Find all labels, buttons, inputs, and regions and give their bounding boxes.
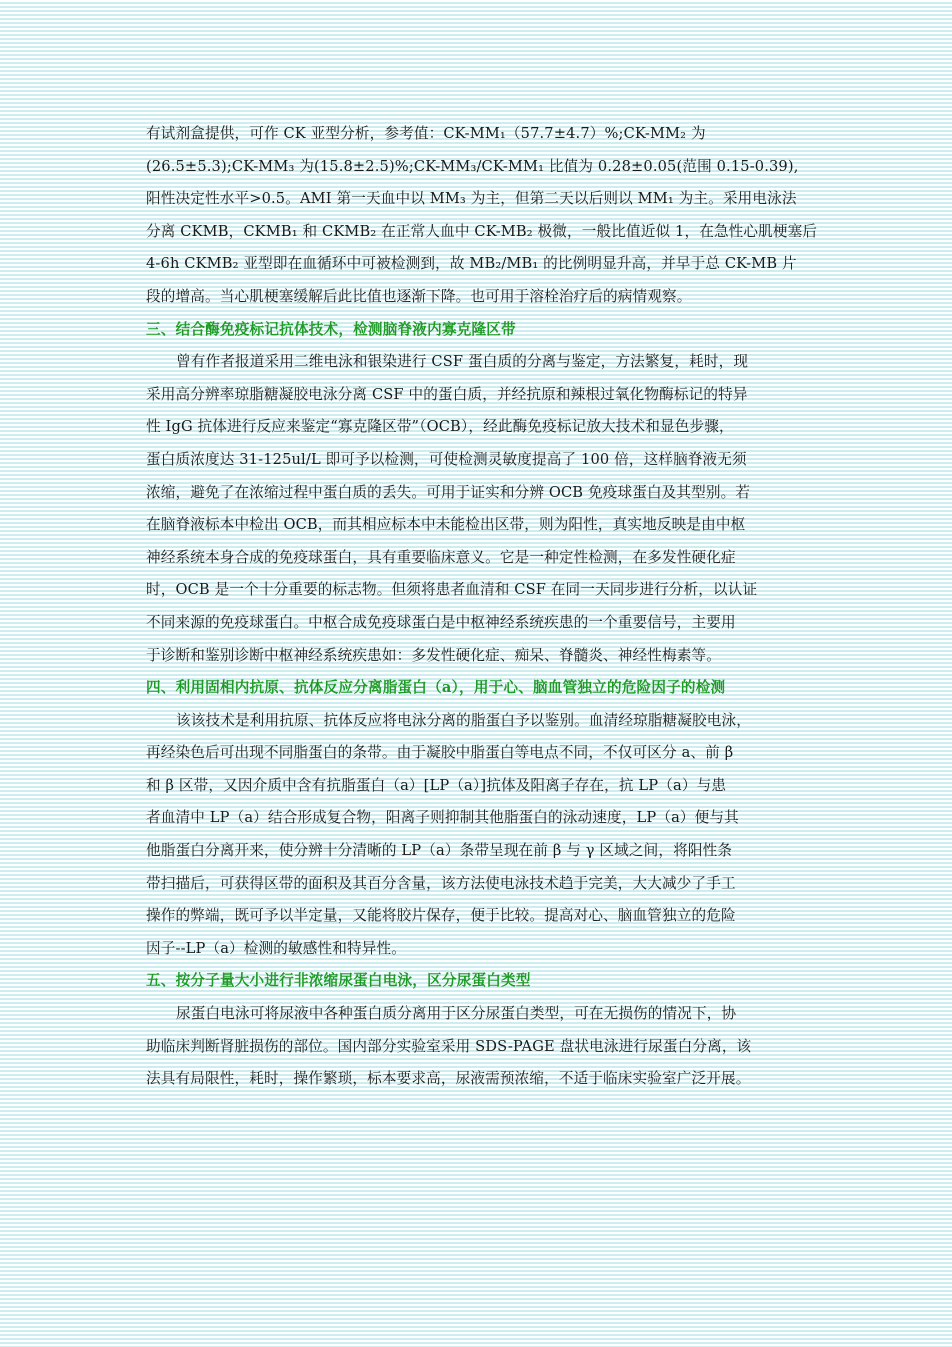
text-line: 因子--LP（a）检测的敏感性和特异性。 — [146, 939, 406, 957]
text-line: 浓缩，避免了在浓缩过程中蛋白质的丢失。可用于证实和分辨 OCB 免疫球蛋白及其型别。若 — [146, 483, 751, 501]
section-3-paragraph — [146, 346, 812, 672]
text-line: 该该技术是利用抗原、抗体反应将电泳分离的脂蛋白予以鉴别。血清经琼脂糖凝胶电泳， — [176, 711, 752, 729]
text-line: 采用高分辨率琼脂糖凝胶电泳分离 CSF 中的蛋白质，并经抗原和辣根过氧化物酶标记的特异 — [146, 385, 748, 403]
text-line: 法具有局限性，耗时，操作繁琐，标本要求高，尿液需预浓缩，不适于临床实验室广泛开展。 — [146, 1070, 751, 1088]
text-line: 4-6h CKMB₂ 亚型即在血循环中可被检测到，故 MB₂/MB₁ 的比例明显升高，并早于总 CK-MB 片 — [146, 255, 797, 273]
text-line: (26.5±5.3);CK-MM₃ 为(15.8±2.5)%;CK-MM₃/CK-MM₁ 比值为 0.28±0.05(范围 0.15-0.39), — [146, 157, 799, 175]
intro-paragraph — [146, 118, 818, 314]
text-line: 助临床判断肾脏损伤的部位。国内部分实验室采用 SDS-PAGE 盘状电泳进行尿蛋白分离，该 — [146, 1037, 752, 1055]
text-line: 尿蛋白电泳可将尿液中各种蛋白质分离用于区分尿蛋白类型，可在无损伤的情况下，协 — [176, 1005, 737, 1023]
text-line: 再经染色后可出现不同脂蛋白的条带。由于凝胶中脂蛋白等电点不同，不仅可区分 a、前 β — [146, 744, 734, 762]
section-4-paragraph — [146, 705, 812, 966]
text-line: 者血清中 LP（a）结合形成复合物，阳离子则抑制其他脂蛋白的泳动速度，LP（a）便与其 — [146, 809, 739, 827]
text-line: 他脂蛋白分离开来，使分辨十分清晰的 LP（a）条带呈现在前 β 与 γ 区域之间，将阳性条 — [146, 842, 733, 860]
text-line: 在脑脊液标本中检出 OCB，而其相应标本中未能检出区带，则为阳性，真实地反映是由中枢 — [146, 516, 746, 534]
section-heading-5: 五、按分子量大小进行非浓缩尿蛋白电泳，区分尿蛋白类型 — [146, 972, 531, 990]
text-line: 蛋白质浓度达 31-125ul/L 即可予以检测，可使检测灵敏度提高了 100 倍，这样脑脊液无须 — [146, 450, 747, 468]
text-line: 性 IgG 抗体进行反应来鉴定“寡克隆区带”（OCB），经此酶免疫标记放大技术和显色步骤， — [146, 418, 734, 436]
text-line: 神经系统本身合成的免疫球蛋白，具有重要临床意义。它是一种定性检测，在多发性硬化症 — [146, 548, 736, 566]
text-line: 有试剂盒提供，可作 CK 亚型分析，参考值：CK-MM₁（57.7±4.7）%;CK-MM₂ 为 — [146, 125, 706, 142]
text-line: 时，OCB 是一个十分重要的标志物。但须将患者血清和 CSF 在同一天同步进行分析，以认证 — [146, 581, 758, 599]
text-line: 分离 CKMB，CKMB₁ 和 CKMB₂ 在正常人血中 CK-MB₂ 极微，一般比值近似 1，在急性心肌梗塞后 — [146, 222, 818, 240]
section-heading-4: 四、利用固相内抗原、抗体反应分离脂蛋白（a），用于心、脑血管独立的危险因子的检测 — [146, 679, 726, 697]
text-line: 带扫描后，可获得区带的面积及其百分含量，该方法使电泳技术趋于完美，大大减少了手工 — [146, 874, 736, 892]
document-page — [146, 118, 818, 1096]
text-line: 段的增高。当心肌梗塞缓解后此比值也逐渐下降。也可用于溶栓治疗后的病情观察。 — [146, 287, 692, 305]
text-line: 曾有作者报道采用二维电泳和银染进行 CSF 蛋白质的分离与鉴定，方法繁复，耗时，现 — [176, 353, 749, 371]
text-line: 阳性决定性水平>0.5。AMI 第一天血中以 MM₃ 为主，但第二天以后则以 MM₁ 为主。采用电泳法 — [146, 190, 797, 208]
section-5-paragraph — [146, 998, 812, 1096]
text-line: 和 β 区带，又因介质中含有抗脂蛋白（a）[LP（a）]抗体及阳离子存在，抗 LP（a）与患 — [146, 776, 727, 794]
section-heading-3: 三、结合酶免疫标记抗体技术，检测脑脊液内寡克隆区带 — [146, 320, 516, 338]
text-line: 操作的弊端，既可予以半定量，又能将胶片保存，便于比较。提高对心、脑血管独立的危险 — [146, 907, 736, 925]
text-line: 不同来源的免疫球蛋白。中枢合成免疫球蛋白是中枢神经系统疾患的一个重要信号，主要用 — [146, 613, 736, 631]
text-line: 于诊断和鉴别诊断中枢神经系统疾患如：多发性硬化症、痴呆、脊髓炎、神经性梅素等。 — [146, 646, 722, 664]
